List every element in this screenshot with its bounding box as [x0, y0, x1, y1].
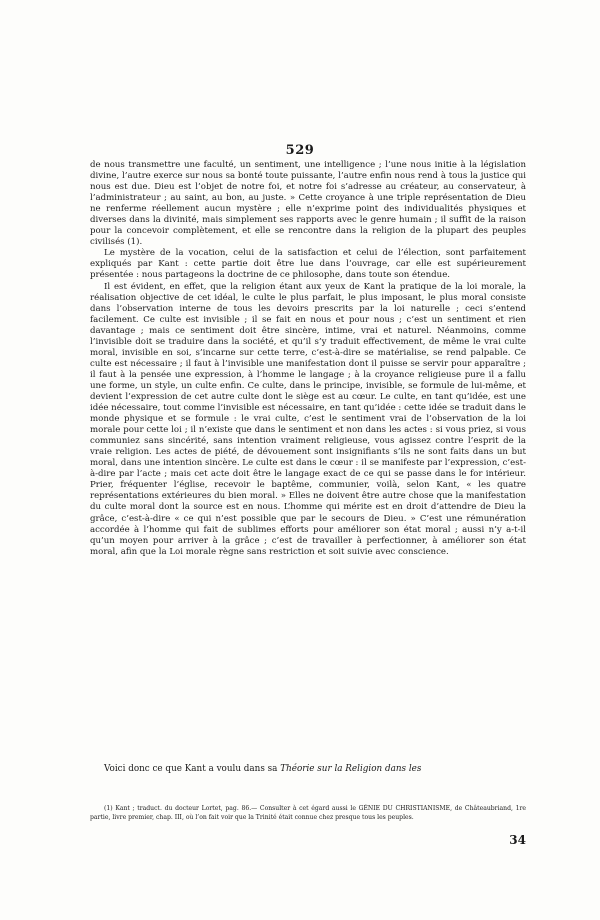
page-number: 529: [285, 143, 315, 158]
paragraph-3: Il est évident, en effet, que la religion étant aux yeux de Kant la pratique de la loi morale, la réalisation objective de cet idéal, le culte le plus parfait, le plus imposant, le plus moral consiste dans l’observation interne de tous les devoirs prescrits par la loi naturelle ; ceci s’entend facilement. Ce culte est invisible ; il se fait en nous et pour nous ; c’est un sentiment et rien davantage ; mais ce sentiment doit être sincère, intime, vrai et naturel. Néanmoins, comme l’invisible doit se traduire dans la société, et qu’il s’y traduit effectivement, de même le vrai culte moral, invisible en soi, s’incarne sur cette terre, c’est-à-dire se matérialise, se rend palpable. Ce culte est nécessaire ; il faut à l’invisible une manifestation dont il puisse se servir pour apparaître ; il faut à la pensée une expression, à l’homme le langage ; à la croyance religieuse pure il a fallu une forme, un style, un culte enfin. Ce culte, dans le principe, invisible, se formule de lui-même, et devient l’expression de cet autre culte dont le siège est au cœur. Le culte, en tant qu’idée, est une idée nécessaire, tout comme l’invisible est nécessaire, en tant qu’idée : cette idée se traduit dans le monde physique et se formule : le vrai culte, c’est le sentiment vrai de l’observation de la loi morale pour cette loi ; il n’existe que dans le sentiment et non dans les actes : si vous priez, si vous communiez sans sincérité, sans intention vraiment religieuse, vous agissez contre l’esprit de la vraie religion. Les actes de piété, de dévouement sont insignifiants s’ils ne sont faits dans un but moral, dans une intention sincère. Le culte est dans le cœur : il se manifeste par l’expression, c’est-à-dire par l’acte ; mais cet acte doit être le langage exact de ce qui se passe dans le for intérieur. Prier, fréquenter l’église, recevoir le baptême, communier, voilà, selon Kant, « les quatre représentations extérieures du bien moral. » Elles ne doivent être autre chose que la manifestation du culte moral dont la source est en nous. L’homme qui mérite est en droit d’attendre de Dieu la grâce, c’est-à-dire « ce qui n’est possible que par le secours de Dieu. » C’est une rémunération accordée à l’homme qui fait de sublimes efforts pour améliorer son état moral ; aussi n’y a-t-il qu’un moyen pour arriver à la grâce ; c’est de travailler à perfectionner, à améliorer son état moral, afin que la Loi morale règne sans restriction et soit suivie avec conscience.: [90, 281, 526, 557]
paragraph-2: Le mystère de la vocation, celui de la satisfaction et celui de l’élection, sont parfaitement expliqués par Kant : cette partie doit être lue dans l’ouvrage, car elle est supérieurement présentée : nous partageons la doctrine de ce philosophe, dans toute son étendue.: [90, 248, 526, 281]
closing-line-text: Voici donc ce que Kant a voulu dans sa: [104, 764, 281, 774]
body-text: [90, 160, 526, 558]
closing-line-title: Théorie sur la Religion dans les: [280, 764, 422, 774]
closing-line: [90, 763, 526, 775]
footnote: (1) Kant ; traduct. du docteur Lortet, pag. 86.— Consulter à cet égard aussi le GÉNIE DU CHRISTIANISME, de Châteaubriand, 1re partie, livre premier, chap. III, où l’on fait voir que la Trinité était connue chez presque tous les peuples.: [90, 805, 526, 821]
signature-mark: 34: [509, 833, 526, 847]
paragraph-1: de nous transmettre une faculté, un sentiment, une intelligence ; l’une nous initie à la législation divine, l’autre exerce sur nous sa bonté toute puissante, l’autre enfin nous rend à tous la justice qui nous est due. Dieu est l’objet de notre foi, et notre foi s’adresse au créateur, au conservateur, à l’administrateur ; au saint, au bon, au juste. » Cette croyance à une triple représentation de Dieu ne renferme réellement aucun mystère ; elle n’exprime point des individualités physiques et diverses dans la divinité, mais simplement ses rapports avec le genre humain ; il suffit de la raison pour la concevoir complètement, et elle se rencontre dans la religion de la plupart des peuples civilisés (1).: [90, 160, 526, 248]
